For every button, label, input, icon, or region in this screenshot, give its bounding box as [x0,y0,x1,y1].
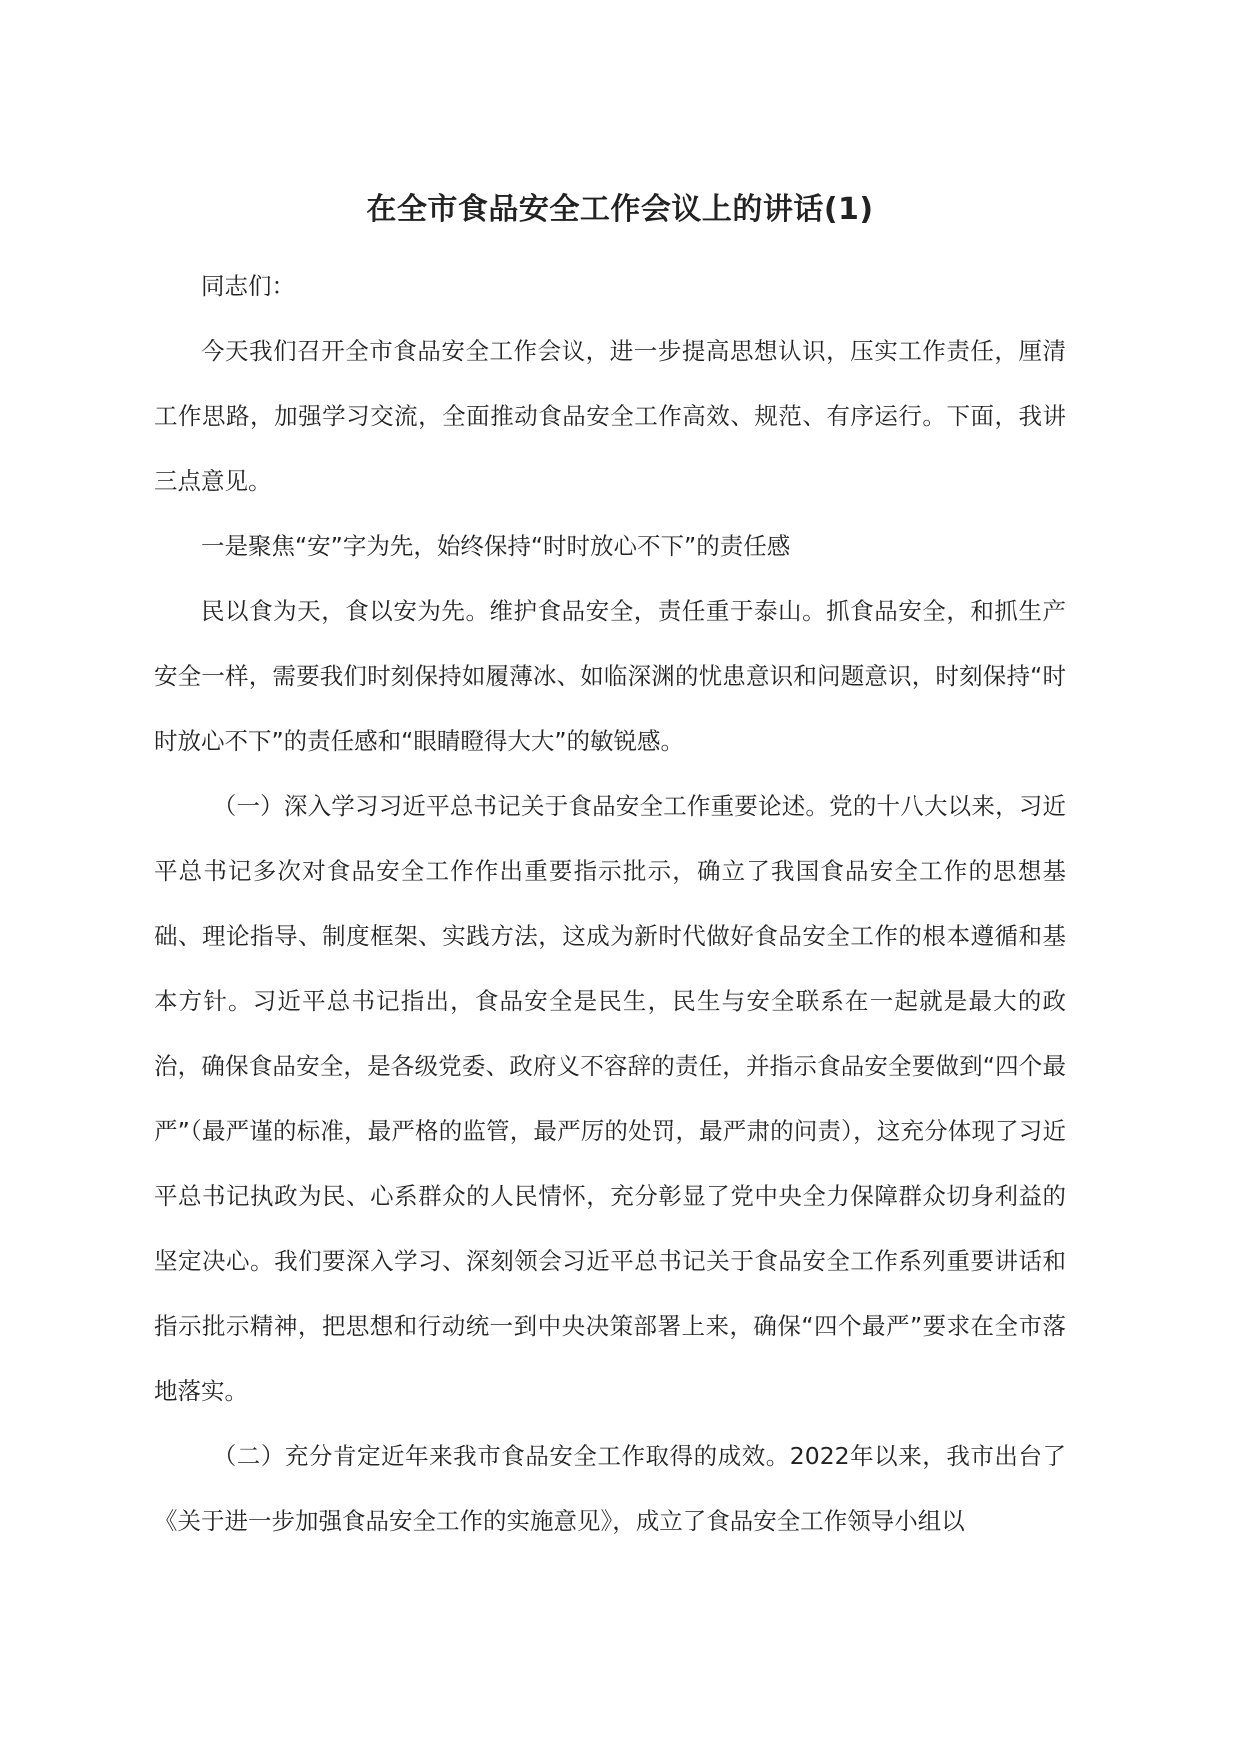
document-body [154,254,1066,1554]
document-title: 在全市食品安全工作会议上的讲话(1) [366,192,874,227]
paragraph-intro: 今天我们召开全市食品安全工作会议，进一步提高思想认识，压实工作责任，厘清工作思路，加强学习交流，全面推动食品安全工作高效、规范、有序运行。下面，我讲三点意见。 [154,337,1066,495]
paragraph-section-1: 民以食为天，食以安为先。维护食品安全，责任重于泰山。抓食品安全，和抓生产安全一样，需要我们时刻保持如履薄冰、如临深渊的忧患意识和问题意识，时刻保持“时时放心不下”的责任感和“眼睛瞪得大大”的敏锐感。 [154,597,1066,755]
section-heading-1: 一是聚焦“安”字为先，始终保持“时时放心不下”的责任感 [201,532,791,560]
paragraph-greeting: 同志们： [201,272,295,300]
paragraph-subsection-2: （二）充分肯定近年来我市食品安全工作取得的成效。2022年以来，我市出台了《关于进一步加强食品安全工作的实施意见》，成立了食品安全工作领导小组以 [154,1442,1066,1535]
paragraph-subsection-1: （一）深入学习习近平总书记关于食品安全工作重要论述。党的十八大以来，习近平总书记多次对食品安全工作作出重要指示批示，确立了我国食品安全工作的思想基础、理论指导、制度框架、实践方法，这成为新时代做好食品安全工作的根本遵循和基本方针。习近平总书记指出，食品安全是民生，民生与安全联系在一起就是最大的政治，确保食品安全，是各级党委、政府义不容辞的责任，并指示食品安全要做到“四个最严”（最严谨的标准，最严格的监管，最严厉的处罚，最严肃的问责），这充分体现了习近平总书记执政为民、心系群众的人民情怀，充分彰显了党中央全力保障群众切身利益的坚定决心。我们要深入学习、深刻领会习近平总书记关于食品安全工作系列重要讲话和指示批示精神，把思想和行动统一到中央决策部署上来，确保“四个最严”要求在全市落地落实。 [154,792,1066,1405]
